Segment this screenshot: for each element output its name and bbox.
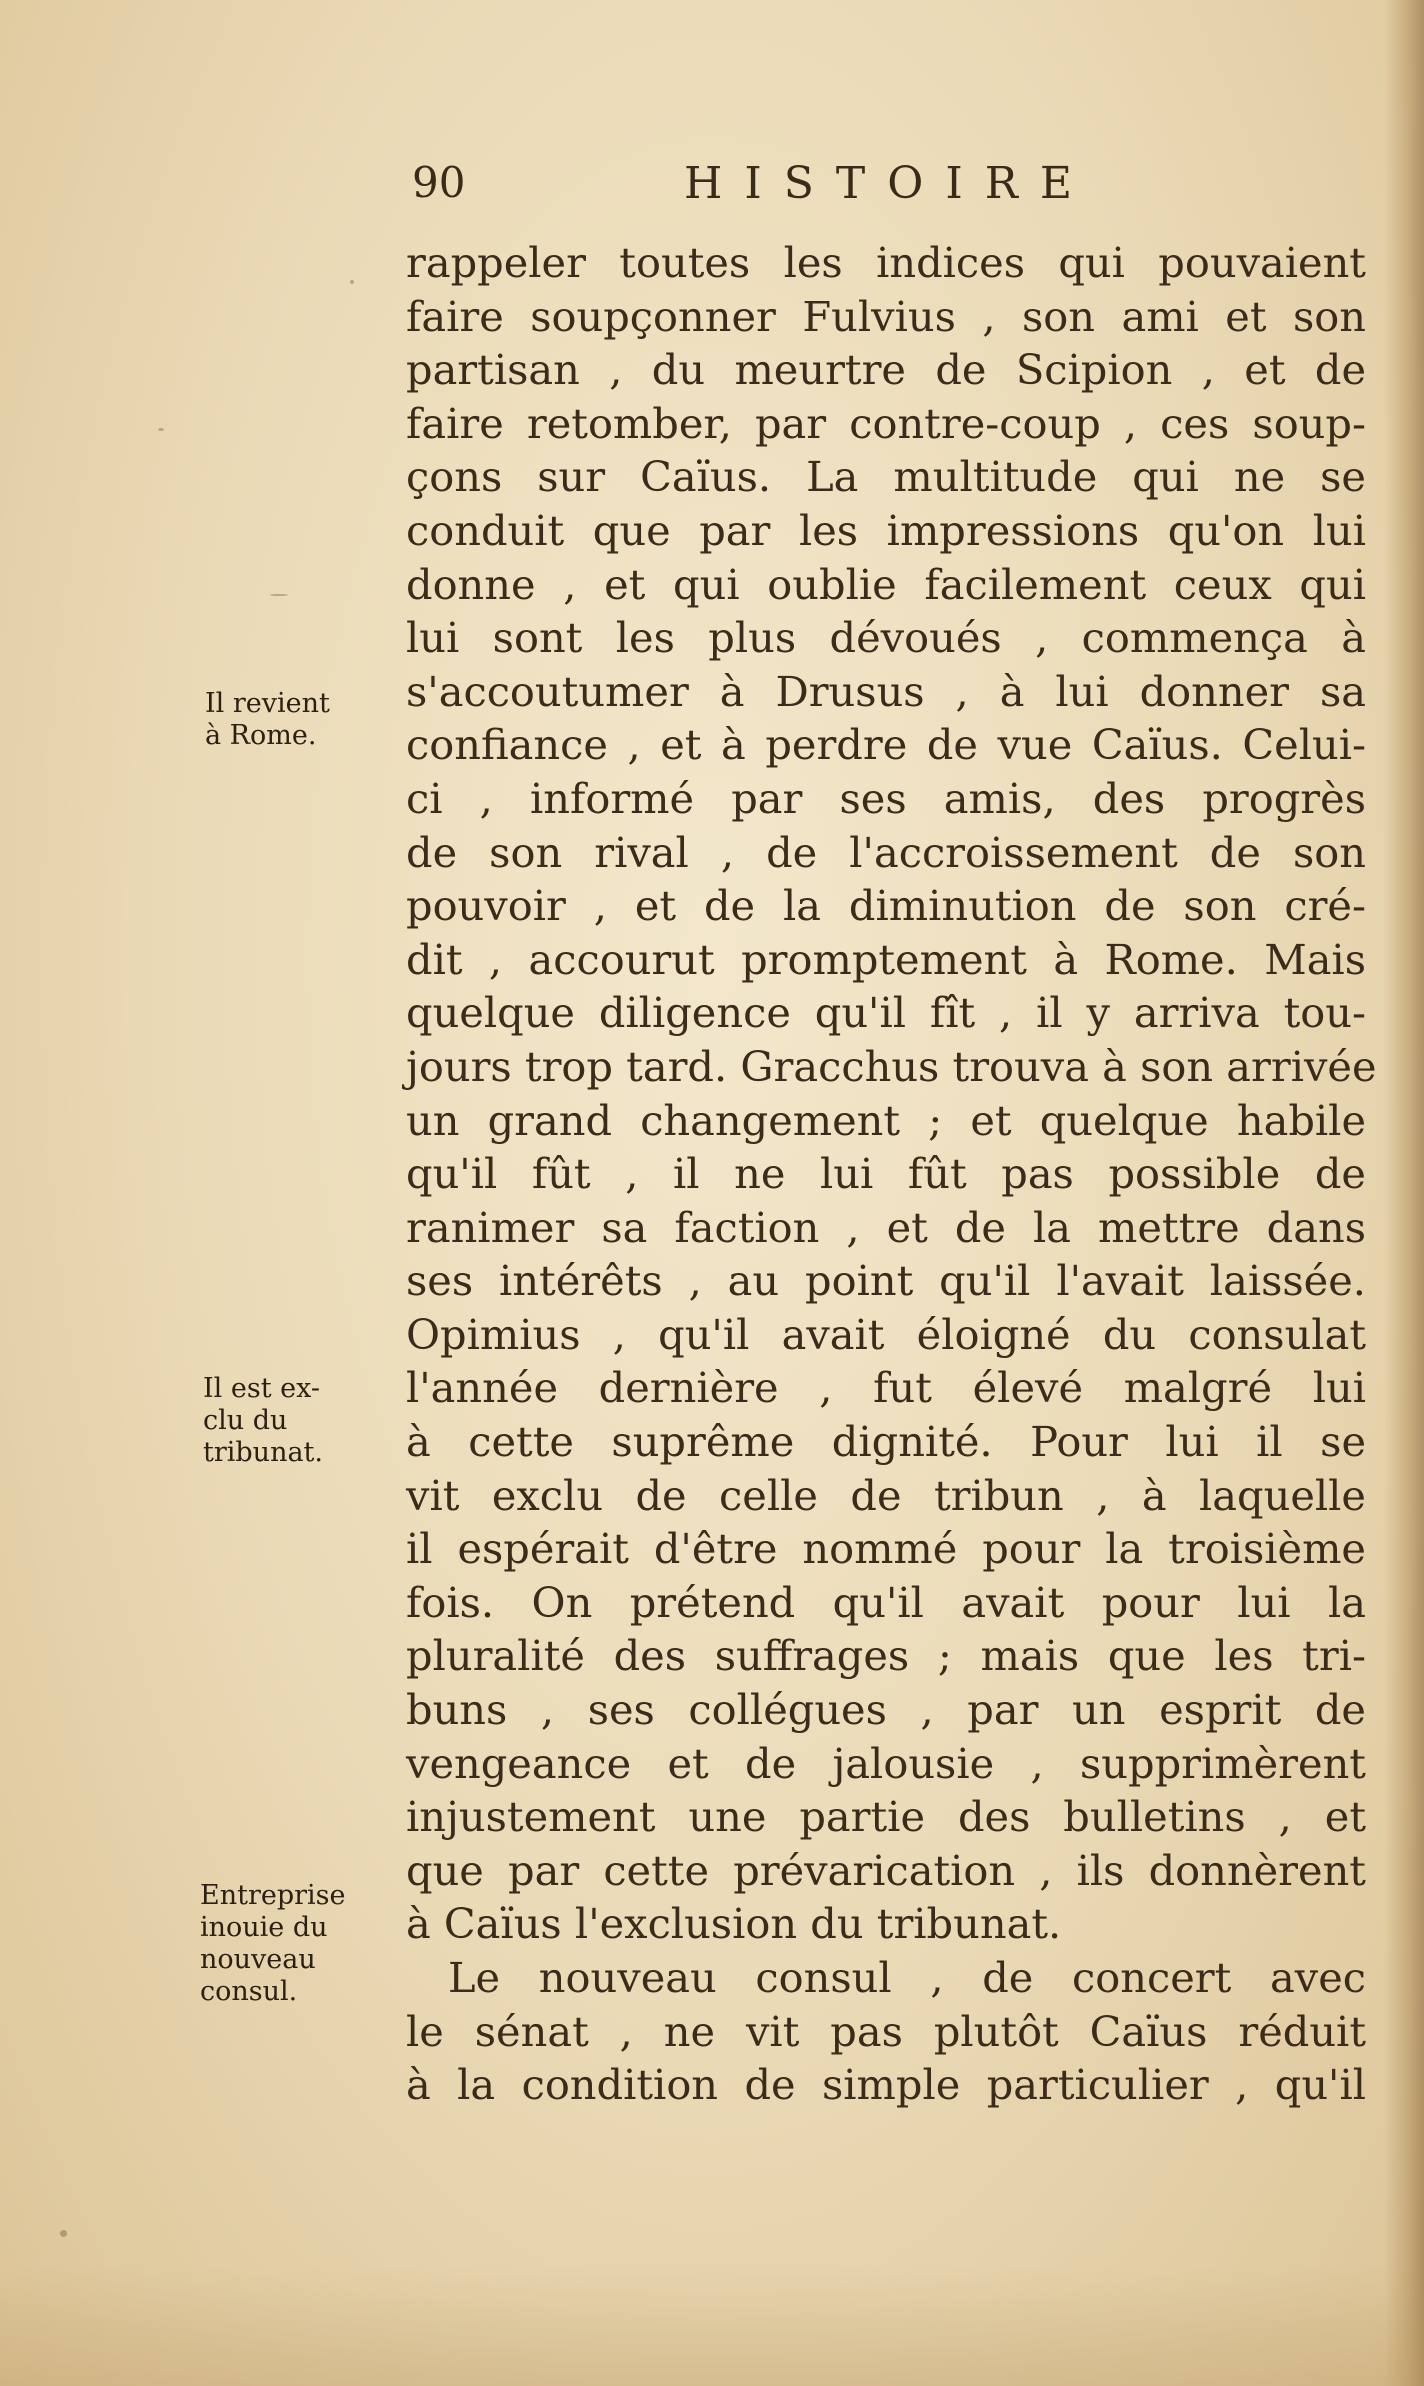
text-line: rappeler toutes les indices qui pouvaient xyxy=(406,238,1366,287)
text-line: faire retomber, par contre-coup , ces soup- xyxy=(406,398,1366,448)
marginal-note-line: tribunat. xyxy=(203,1437,323,1468)
paper-speck xyxy=(60,2230,67,2237)
paper-speck xyxy=(350,280,354,284)
text-line: vit exclu de celle de tribun , à laquelle xyxy=(406,1470,1366,1520)
text-line: ranimer sa faction , et de la mettre dans xyxy=(406,1202,1366,1252)
text-line: donne , et qui oublie facilement ceux qui xyxy=(406,559,1366,609)
text-line: l'année dernière , fut élevé malgré lui xyxy=(406,1363,1366,1413)
text-line: à la condition de simple particulier , qu'il xyxy=(406,2060,1366,2110)
text-line: çons sur Caïus. La multitude qui ne se xyxy=(406,452,1366,502)
text-line: à cette suprême dignité. Pour lui il se xyxy=(406,1417,1366,1467)
page-number: 90 xyxy=(412,158,466,207)
text-line: faire soupçonner Fulvius , son ami et son xyxy=(406,291,1366,341)
text-line: pluralité des suffrages ; mais que les tri- xyxy=(406,1631,1366,1681)
text-line: buns , ses collégues , par un esprit de xyxy=(406,1685,1366,1735)
marginal-note-excluded-tribunate xyxy=(203,1373,403,1469)
body-text xyxy=(406,236,1377,2112)
text-line: dit , accourut promptement à Rome. Mais xyxy=(406,934,1366,984)
text-line: confiance , et à perdre de vue Caïus. Celui- xyxy=(406,720,1366,770)
paper-speck xyxy=(270,594,288,596)
text-line: ci , informé par ses amis, des progrès xyxy=(406,773,1366,823)
page-gutter-shadow xyxy=(1384,0,1424,2386)
marginal-note-line: consul. xyxy=(200,1976,298,2007)
text-line: pouvoir , et de la diminution de son cré- xyxy=(406,881,1366,931)
marginal-note-line: Il revient xyxy=(205,688,330,719)
text-line: de son rival , de l'accroissement de son xyxy=(406,827,1366,877)
text-line: le sénat , ne vit pas plutôt Caïus réduit xyxy=(406,2006,1366,2056)
marginal-note-new-consul xyxy=(200,1880,400,2008)
text-line: partisan , du meurtre de Scipion , et de xyxy=(406,345,1366,395)
text-line: conduit que par les impressions qu'on lui xyxy=(406,505,1366,555)
text-line: un grand changement ; et quelque habile xyxy=(406,1095,1366,1145)
page-bottom-shading xyxy=(0,2266,1424,2386)
marginal-note-line: à Rome. xyxy=(205,720,317,751)
text-line: Opimius , qu'il avait éloigné du consulat xyxy=(406,1309,1366,1359)
text-line: injustement une partie des bulletins , et xyxy=(406,1792,1366,1842)
text-line: ses intérêts , au point qu'il l'avait laissée. xyxy=(406,1256,1366,1306)
text-line: jours trop tard. Gracchus trouva à son arrivée xyxy=(406,1041,1377,1091)
text-line: quelque diligence qu'il fît , il y arriva tou- xyxy=(406,988,1366,1038)
text-line: qu'il fût , il ne lui fût pas possible de xyxy=(406,1149,1366,1199)
marginal-note-line: clu du xyxy=(203,1405,288,1436)
marginal-note-return-to-rome xyxy=(205,688,405,752)
text-line: vengeance et de jalousie , supprimèrent xyxy=(406,1738,1366,1788)
text-line: s'accoutumer à Drusus , à lui donner sa xyxy=(406,666,1366,716)
text-line: fois. On prétend qu'il avait pour lui la xyxy=(406,1577,1366,1627)
marginal-note-line: Il est ex- xyxy=(203,1373,321,1404)
marginal-note-line: nouveau xyxy=(200,1944,316,1975)
text-line: lui sont les plus dévoués , commença à xyxy=(406,613,1366,663)
text-line: à Caïus l'exclusion du tribunat. xyxy=(406,1899,1062,1949)
marginal-note-line: Entreprise xyxy=(200,1880,346,1911)
marginal-note-line: inouie du xyxy=(200,1912,328,1943)
page-header xyxy=(412,158,1112,218)
paper-speck xyxy=(158,428,164,431)
text-line: il espérait d'être nommé pour la troisième xyxy=(406,1524,1366,1574)
running-title: HISTOIRE xyxy=(684,158,1094,209)
text-line: Le nouveau consul , de concert avec xyxy=(448,1953,1366,2002)
text-line: que par cette prévarication , ils donnèrent xyxy=(406,1845,1366,1895)
